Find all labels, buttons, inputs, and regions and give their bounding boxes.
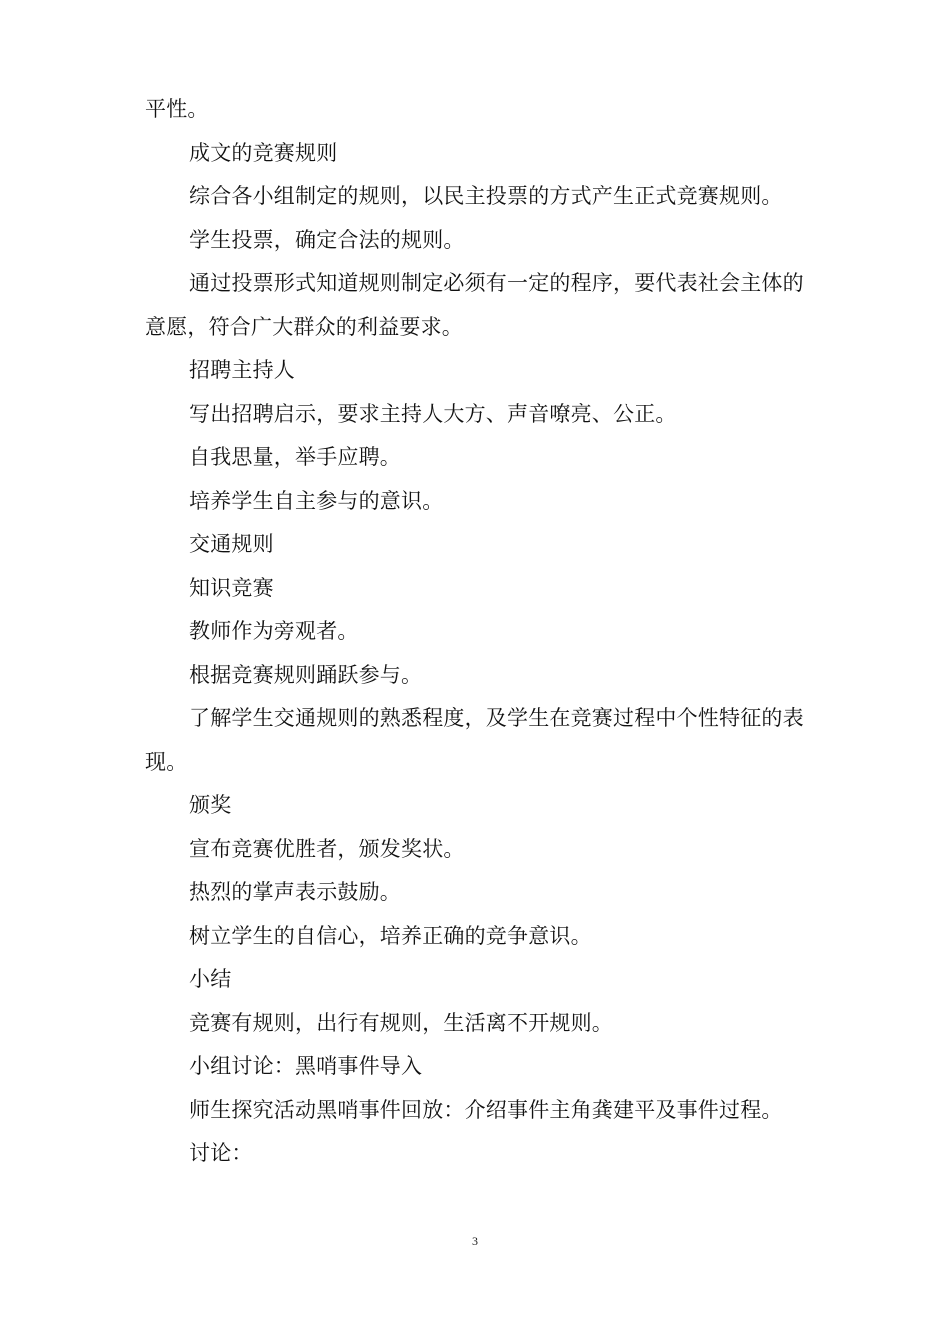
- paragraph: 教师作为旁观者。: [189, 619, 359, 643]
- paragraph: 综合各小组制定的规则，以民主投票的方式产生正式竞赛规则。: [189, 184, 783, 208]
- paragraph: 培养学生自主参与的意识。: [189, 488, 444, 513]
- paragraph: 讨论：: [189, 1141, 253, 1165]
- paragraph: 平性。: [145, 97, 209, 121]
- paragraph: 热烈的掌声表示鼓励。: [189, 880, 401, 904]
- paragraph: 自我思量，举手应聘。: [189, 445, 401, 469]
- paragraph-heading: 成文的竞赛规则: [189, 140, 338, 165]
- paragraph-heading: 招聘主持人: [189, 358, 295, 382]
- paragraph-heading: 小结: [189, 967, 232, 991]
- paragraph: 宣布竞赛优胜者，颁发奖状。: [189, 836, 465, 861]
- paragraph: 根据竞赛规则踊跃参与。: [189, 662, 423, 687]
- page-number: 3: [472, 1234, 478, 1248]
- paragraph: 学生投票，确定合法的规则。: [189, 227, 465, 252]
- paragraph-heading: 知识竞赛: [189, 575, 274, 600]
- paragraph: 竞赛有规则，出行有规则，生活离不开规则。: [189, 1010, 613, 1035]
- paragraph: 树立学生的自信心，培养正确的竞争意识。: [189, 923, 592, 948]
- paragraph: 写出招聘启示，要求主持人大方、声音嘹亮、公正。: [189, 401, 677, 426]
- paragraph-heading: 交通规则: [189, 532, 274, 556]
- paragraph: 小组讨论：黑哨事件导入: [189, 1054, 423, 1078]
- paragraph: 了解学生交通规则的熟悉程度，及学生在竞赛过程中个性特征的表现。: [145, 706, 804, 774]
- paragraph-heading: 颁奖: [189, 793, 232, 817]
- document-body: [145, 88, 817, 1176]
- paragraph: 通过投票形式知道规则制定必须有一定的程序，要代表社会主体的意愿，符合广大群众的利益要求。: [145, 271, 804, 339]
- paragraph: 师生探究活动黑哨事件回放：介绍事件主角龚建平及事件过程。: [189, 1097, 783, 1122]
